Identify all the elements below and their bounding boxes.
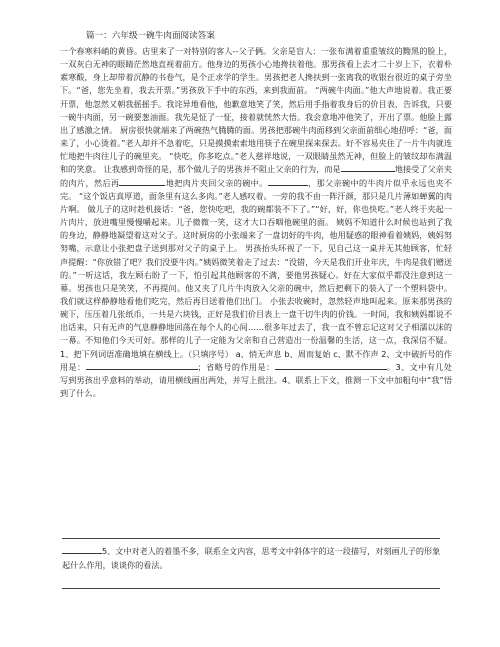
questions-3-4: 。3、文中有几处写到男孩出乎意料的举动，请用横线画出两处，并写上批注。4、联系上下文，推测一下文中加粗句中“我”悟到了什么。 <box>60 361 452 399</box>
question-5-text: 5、文中对老人的着墨不多，联系全文内容，思考文中斜体字的这一段描写，对刻画儿子的形象起什么作用，谈谈你的看法。 <box>62 546 441 570</box>
article-part-d: ，那父亲碗中的牛肉片似乎永远也夹不完。 “这个饭店真厚道，面条里有这么多肉。”老人感叹着。一旁的我不由一阵汗颜，那只是几片薄如蝉翼的肉片啊。 做儿子的这时趁机接话：“爸，您快吃吧，我的碗都装不下了。”“好，好，你也快吃。”老人终于夹起一片肉片，放进嘴里慢慢嚼起来。儿子微微一笑，这才大口吞咽他碗里的面。 姨妈不知道什么时候也站到了我的身边，静静地凝望着这对父子。这时厨房的小张端来了一盘切好的牛肉，他用疑惑的眼神看着姨妈，姨妈努努嘴，示意让小张把盘子送到那对父子的桌子上。 男孩抬头环视了一下，见自己这一桌并无其他顾客，忙轻声提醒：“你放错了吧？我们没要牛肉。”姨妈微笑着走了过去：“没错，今天是我们开业年庆，牛肉是我们赠送的。”一听这话，我左顾右盼了一下，怕引起其他顾客的不满，要他男孩疑心。好在大家似乎都没注意到这一幕。男孩也只是笑笑，不再提问。他又夹了几片牛肉放入父亲的碗中，然后把剩下的装入了一个塑料袋中。 我们就这样静静地看他们吃完，然后再目送着他们出门。 小张去收碗时，忽然轻声地叫起来。原来那男孩的碗下，压压着几张纸币，一共是六块钱，正好是我们价目表上一盘干切牛肉的价钱。一时间，我和姨妈都说不出话来，只有无声的气息静静地回荡在每个人的心间……很多年过去了，我一直不曾忘记这对父子相濡以沫的一幕。不知他们今天可好。那样的儿子一定能为父亲和自己营造出一份温馨的生活，这一点，我深信不疑。1、把下列词语准确地填在横线上。（只填序号） a、悄无声息 b、周而复始 c、默不作声 2、文中破折号的作用是： <box>60 177 453 372</box>
answer-blank-dash[interactable] <box>86 361 198 370</box>
answer-line-1 <box>62 538 440 539</box>
question-5 <box>62 544 442 572</box>
article-part-b: 地接受了父亲夹的肉片，然后再 <box>60 164 452 188</box>
document-title: 篇一：六年级一碗牛肉面阅读答案 <box>86 31 215 41</box>
answer-blank-3[interactable] <box>268 177 308 186</box>
question-2-mid: ；省略号的作用是： <box>197 361 275 372</box>
article-part-a: 一个春寒料峭的黄昏。店里来了一对特别的客人--父子俩。父亲是盲人：一张布满着重重皱纹的黝黑的脸上，一双灰白无神的眼睛茫然地直视着前方。他身边的男孩小心地搀扶着他。那男孩看上去才二十岁上下，衣着朴素寒酸，身上却带着沉静的书卷气，是个正求学的学生。男孩把老人搀扶到一张离我的收银台很近的桌子旁坐下。“爸，您先坐着，我去开票。”男孩放下手中的东西，来到我面前。 “两碗牛肉面。”他大声地说着。我正要开票，他忽然又朝我摇摇手。我诧异地看他，他歉意地笑了笑，然后用手指着我身后的价目表，告诉我，只要一碗牛肉面，另一碗要葱油面。我先是怔了一怔，接着就恍然大悟。我会意地冲他笑了，开出了票。他脸上露出了感激之情。 厨房很快就端来了两碗热气腾腾的面。男孩把那碗牛肉面移到父亲面前细心地招呼：“爸，面来了，小心烫着。”老人却并不急着吃，只是摸摸索索地用筷子在碗里探来探去。好不容易夹住了一片牛肉就连忙地把牛肉往儿子的碗里夹。 “快吃，你多吃点。”老人慈祥地说，一双眼睛虽然无神，但脸上的皱纹却布满温和的笑意。 让我感到奇怪的是，那个做儿子的男孩并不阻止父亲的行为，而是 <box>60 46 452 175</box>
article-body <box>60 45 452 400</box>
answer-blank-q5[interactable] <box>62 545 102 554</box>
answer-blank-ellipsis[interactable] <box>275 361 387 370</box>
answer-blank-2[interactable] <box>119 177 165 186</box>
article-part-c: 地把肉片夹回父亲的碗中。 <box>165 177 268 188</box>
answer-line-2 <box>62 588 440 589</box>
answer-blank-1[interactable] <box>341 163 395 172</box>
